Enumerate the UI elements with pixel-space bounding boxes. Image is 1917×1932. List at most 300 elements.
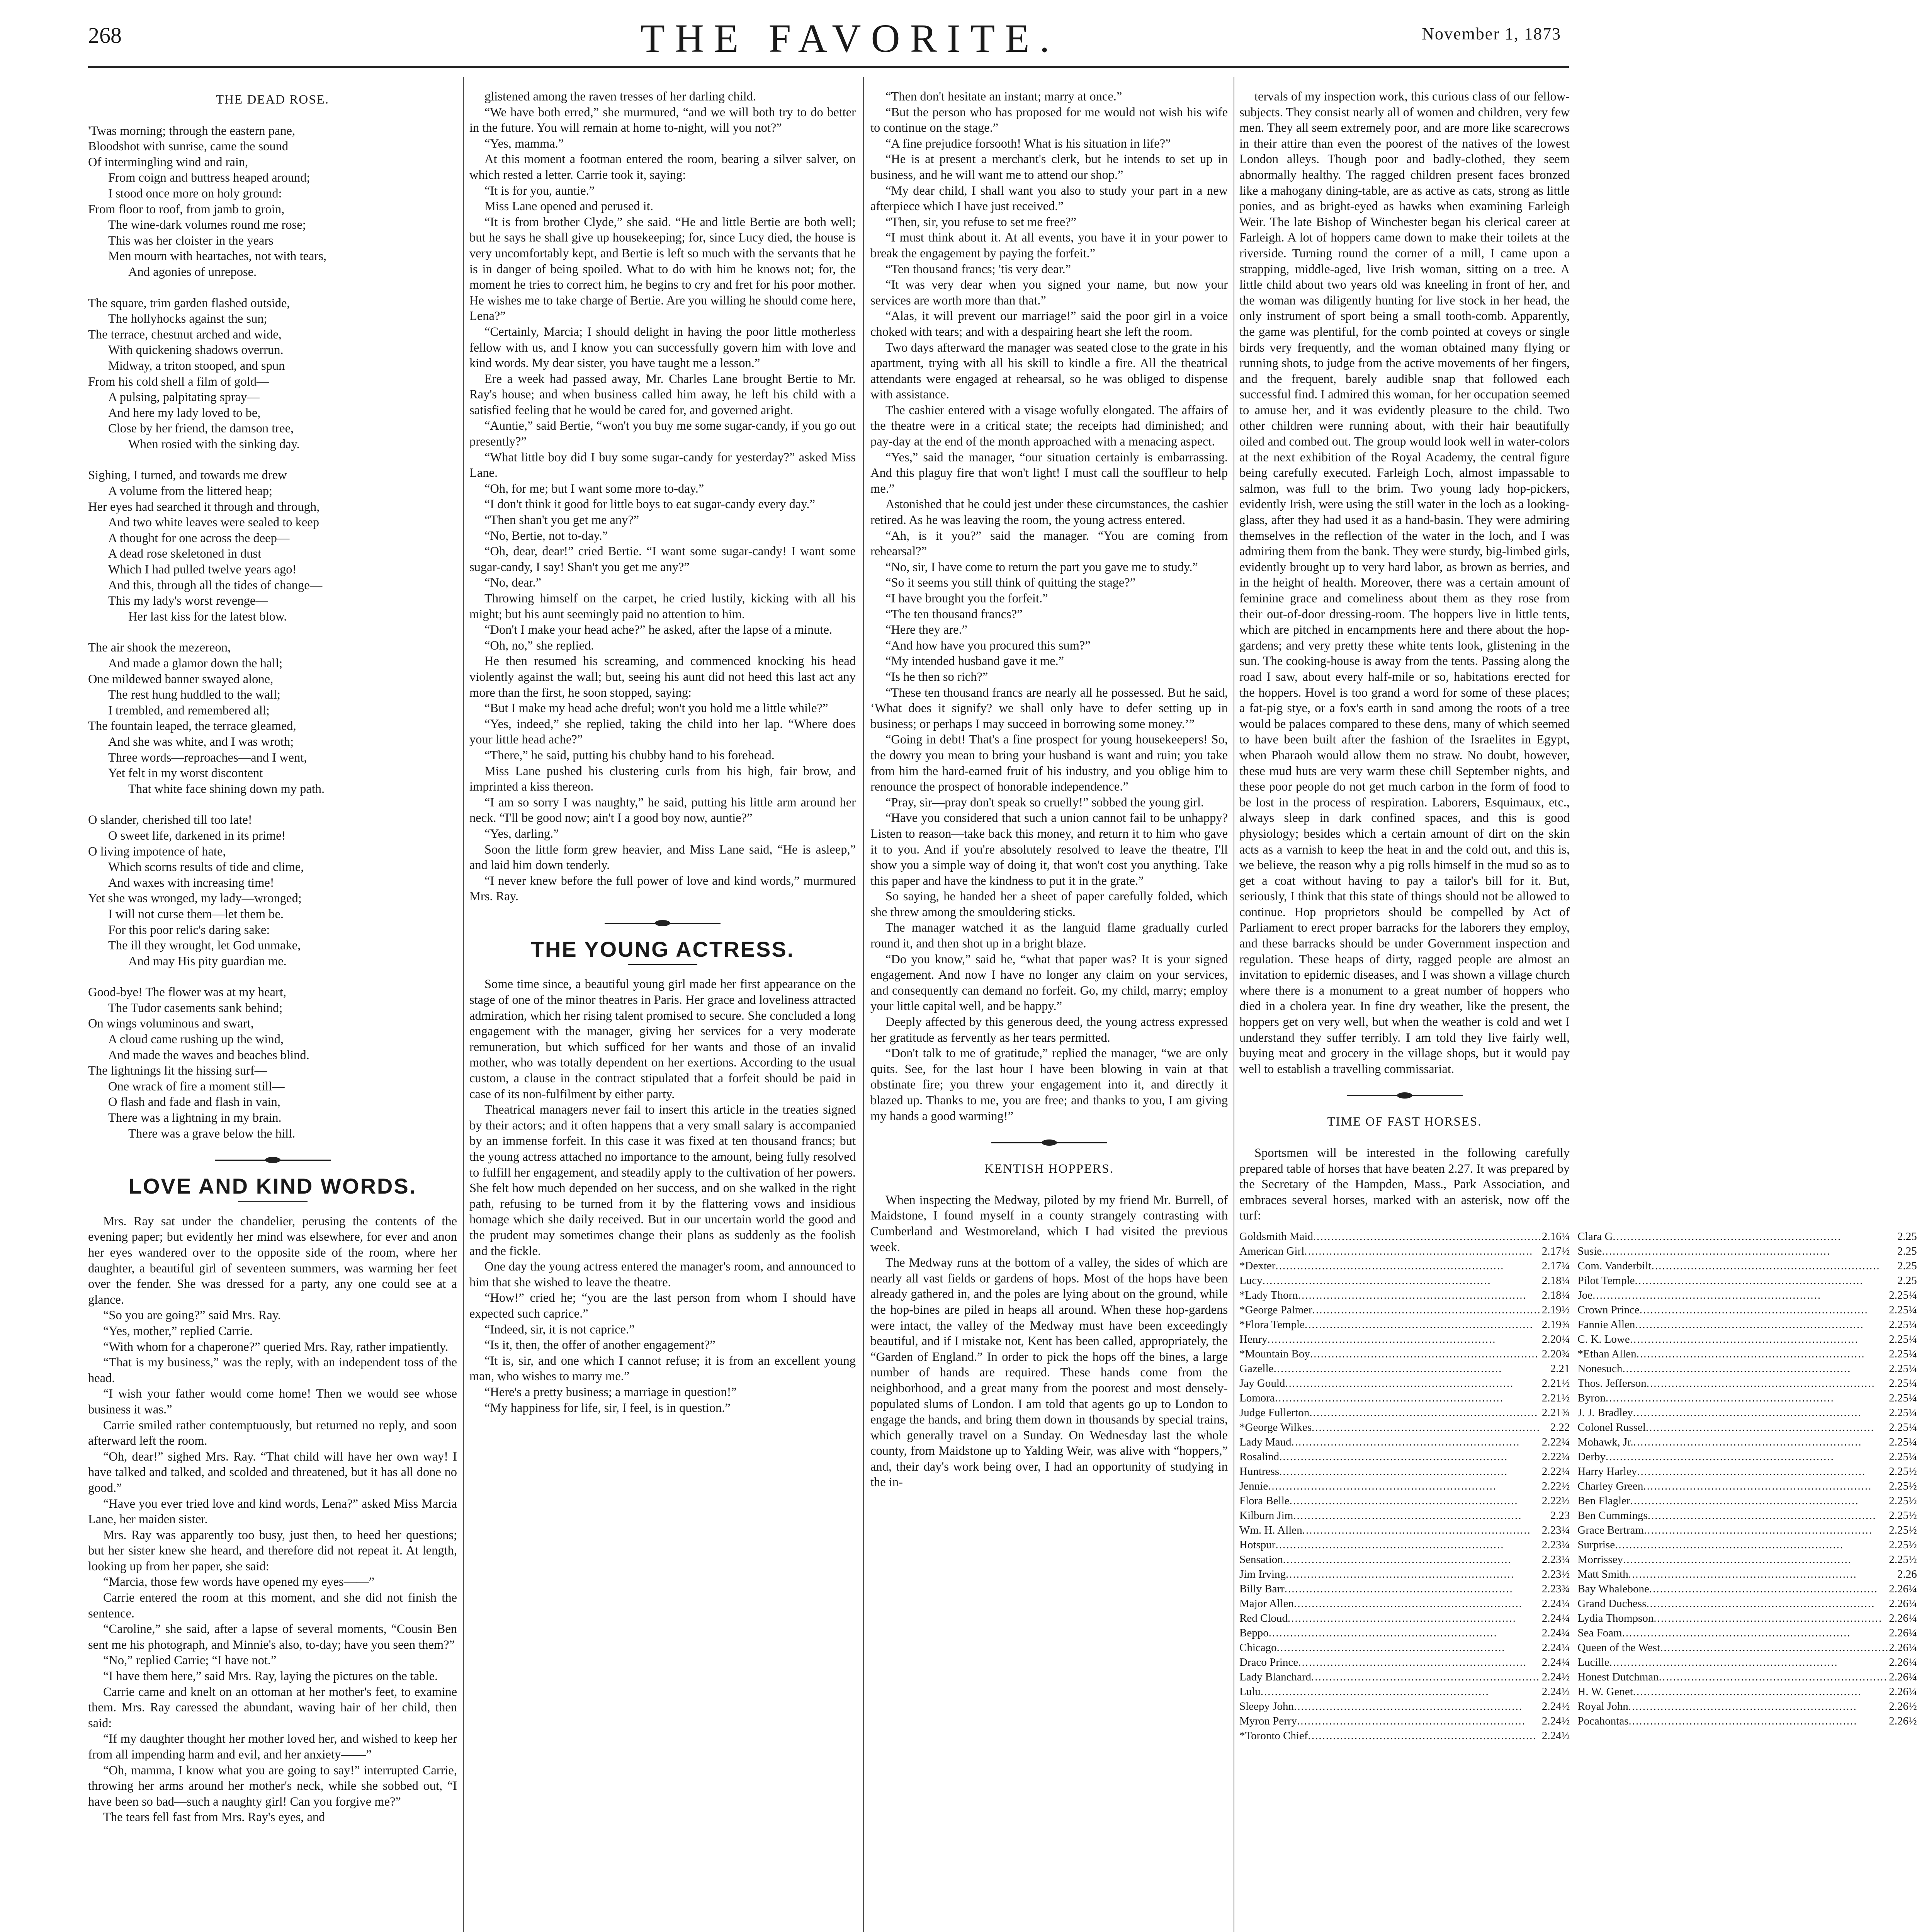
table-row — [1577, 1332, 1917, 1347]
paragraph: “Do you know,” said he, “what that paper was? It is your signed engagement. And now I have no longer any claim on your services, and consequently can demand no forfeit. Go, my child, marry; employ your little capital well, and be happy.” — [870, 952, 1228, 1014]
story-body — [88, 1214, 457, 1825]
horse-times-table — [1239, 1229, 1917, 1743]
paragraph: At this moment a footman entered the room, bearing a silver salver, on which rested a letter. Carrie took it, saying: — [469, 152, 856, 182]
paragraph: “Oh, dear!” sighed Mrs. Ray. “That child will have her own way! I have talked and talked, and scolded and threatened, but it has all done no good.” — [88, 1449, 457, 1495]
dot-leader — [1654, 1611, 1889, 1626]
horse-name: Draco Prince — [1239, 1656, 1298, 1668]
horse-name: *George Wilkes — [1239, 1421, 1312, 1434]
dot-leader — [1268, 1479, 1542, 1493]
paragraph: “Don't I make your head ache?” he asked, after the lapse of a minute. — [484, 623, 833, 637]
table-row — [1577, 1420, 1917, 1435]
table-row — [1577, 1435, 1917, 1449]
dot-leader — [1277, 1640, 1542, 1655]
dot-leader — [1622, 1361, 1889, 1376]
dot-leader — [1275, 1259, 1542, 1273]
horse-time: 2.25¼ — [1889, 1435, 1917, 1448]
story-body — [469, 976, 856, 1416]
table-row — [1577, 1670, 1917, 1684]
paragraph: “Yes, darling.” — [484, 827, 559, 841]
paragraph: “Going in debt! That's a fine prospect for young housekeepers! So, the dowry you mean to bring your husband is want and ruin; you take from him the hard-earned fruit of his industry, and you oblige him to renounce the prospect of honorable independence.” — [870, 733, 1228, 794]
table-row — [1239, 1714, 1570, 1728]
article-body — [870, 1192, 1228, 1490]
poem-line: Close by her friend, the damson tree, — [108, 422, 294, 436]
horse-name: Billy Barr — [1239, 1582, 1285, 1595]
table-row — [1239, 1347, 1570, 1361]
table-row — [1239, 1405, 1570, 1420]
dot-leader — [1635, 1317, 1889, 1332]
paragraph: tervals of my inspection work, this curious class of our fellow-subjects. They consist nearly all of women and children, very few men. They all seem extremely poor, and are more like scarecrows in their attire than even the poorest of the natives of the lowest London alleys. Though poor and badly-clothed, they seem abnormally healthy. The ragged children present faces bronzed like a mahogany dining-table, are as active as cats, strong as little ponies, and as bright-eyed as hawks when examining Farleigh Weir. The late Bishop of Winchester began his clerical career at Farleigh. A lot of hoppers came down to make their toilets at the riverside. Turning round the corner of a mill, I came upon a strapping, middle-aged, live Irish woman, sitting on a tree. A little child about two years old was kneeling in front of her, and the woman was diligently hunting for live stock in her head, the only instrument of sport being a small tooth-comb. Apparently, the game was plentiful, for the comb pointed at coveys or single birds very frequently, and the woman obtained many flying or running shots, to judge from the active movements of her fingers, and the frequent, barely audible snap that followed each successful find. I admired this woman, for her occupation seemed to amuse her, and it was evidently pleasure to the child. Two other children were running about, with their hair beautifully oiled and combed out. The group would look well in water-colors at the next exhibition of the Royal Academy, the central figure being carefully executed. Farleigh Loch, almost impassable to salmon, was full to the brim. Two young lady hop-pickers, evidently Irish, were using the still water in the loch as a looking-glass, after they had used it as a hand-basin. They were admiring themselves in the reflection of the water in the loch, and I was admiring them from the bank. They were sturdy, big-limbed girls, evidently brought up to very hard labor, as brown as berries, and in the height of health. Moreover, there was a certain amount of feminine grace and comeliness about them as they rose from their out-of-door dressing-room. The hoppers live in little tents, which are pitched in encampments here and there about the hop-gardens; and very pretty these white tents look, glistening in the sun. The cooking-house is away from the tents. Passing along the road I saw, about every half-mile or so, habitations erected for the hoppers. Hovel is too grand a word for some of these places; a fat-pig stye, or a fox's earth in sand among the roots of a tree would be palaces compared to these dens, many of which seemed to have been built after the fashion of the Israelites in Egypt, when Pharaoh would allow them no straw. No doubt, however, these mud huts are very warm these chill September nights, and these poor people do not get much carbon in the form of food to be lost in the process of respiration. Laborers, Esquimaux, etc., always sleep in dark confined spaces, and this is good physiology; besides which a certain amount of dirt on the skin acts as a varnish to keep the heat in and the cold out, and this is, we believe, the reason why a pig rolls himself in the mud so as to get a coat without having to pay a tailor's bill for it. But, seriously, I think that this state of things should not be allowed to continue. Hop proprietors should be compelled by Act of Parliament to erect proper barracks for the laborers they employ, and these barracks should be under Government inspection and regulation. These heaps of dirty, ragged people are almost an invitation to epidemic diseases, and I was shown a village church where there is a monument to a great number of hoppers who died in a cholera year. In fine dry weather, like the present, the hoppers get on very well, but when the weather is cold and wet I understand they suffer terribly. I am told they live fairly well, buying meat and grocery in the village shops, but it would pay well to establish a travelling commissariat. — [1239, 90, 1570, 1076]
paragraph: “My happiness for life, sir, I feel, is in question.” — [484, 1401, 731, 1415]
poem-line: For this poor relic's daring sake: — [108, 923, 270, 937]
paragraph: “I don't think it good for little boys to eat sugar-candy every day.” — [484, 497, 815, 512]
table-row — [1239, 1611, 1570, 1626]
poem-line: A pulsing, palpitating spray— — [108, 390, 260, 405]
poem-line: The square, trim garden flashed outside, — [88, 296, 290, 310]
poem-line: And here my lady loved to be, — [108, 406, 261, 420]
paragraph: “Yes, mother,” replied Carrie. — [103, 1324, 253, 1338]
dot-leader — [1311, 1670, 1542, 1684]
paragraph: Two days afterward the manager was seated close to the grate in his apartment, trying with all his skill to kindle a fire. All the theatrical attendants were engaged at rehearsal, so he was obliged to dispense with assistance. — [870, 340, 1228, 402]
dot-leader — [1261, 1684, 1542, 1699]
horse-name: Beppo — [1239, 1626, 1269, 1639]
paragraph: “It is, sir, and one which I cannot refuse; it is from an excellent young man, who wishes to marry me.” — [469, 1354, 856, 1384]
table-row — [1239, 1435, 1570, 1449]
paragraph: “How!” cried he; “you are the last person from whom I should have expected such caprice.” — [469, 1291, 856, 1321]
poem-line: And agonies of unrepose. — [128, 265, 257, 279]
paragraph: Some time since, a beautiful young girl made her first appearance on the stage of one of the minor theatres in Paris. Her grace and loveliness attracted admiration, which her rising talent promised to secure. She concluded a long engagement with the manager, giving her services for a very moderate remuneration, but which sufficed for her wants and those of an invalid mother, who was totally dependent on her exertions. According to the usual custom, a clause in the contract stipulated that a forfeit should be paid in case of its non-fulfilment by either party. — [469, 977, 856, 1101]
horse-time: 2.25½ — [1889, 1524, 1917, 1536]
horse-name: *Toronto Chief — [1239, 1729, 1308, 1742]
dot-leader — [1602, 1244, 1897, 1259]
horse-time: 2.25½ — [1889, 1480, 1917, 1492]
dot-leader — [1297, 1714, 1542, 1728]
horse-time: 2.22¼ — [1541, 1435, 1570, 1448]
paragraph: Ere a week had passed away, Mr. Charles Lane brought Bertie to Mr. Ray's house; and when business called him away, he left his child with a satisfied feeling that he would be cared for, and governed aright. — [469, 372, 856, 417]
horse-name: Red Cloud — [1239, 1612, 1288, 1624]
horse-time: 2.17½ — [1541, 1245, 1570, 1257]
dot-leader — [1292, 1435, 1542, 1449]
horse-time: 2.25¼ — [1889, 1347, 1917, 1360]
horse-time: 2.21¾ — [1541, 1406, 1570, 1419]
paragraph: “That is my business,” was the reply, with an independent toss of the head. — [88, 1355, 457, 1385]
table-row — [1577, 1229, 1917, 1244]
poem-line: Good-bye! The flower was at my heart, — [88, 985, 286, 1000]
poem-line: And may His pity guardian me. — [128, 954, 287, 968]
horse-name: Goldsmith Maid — [1239, 1230, 1313, 1243]
dot-leader — [1313, 1229, 1542, 1244]
horse-name: C. K. Lowe — [1577, 1333, 1630, 1345]
header-rule — [88, 66, 1569, 68]
horse-time: 2.25 — [1897, 1259, 1917, 1272]
dot-leader — [1310, 1347, 1542, 1361]
horse-time: 2.24¼ — [1541, 1656, 1570, 1668]
horse-time: 2.26¼ — [1889, 1626, 1917, 1639]
dot-leader — [1635, 1273, 1897, 1288]
horse-name: Gazelle — [1239, 1362, 1274, 1375]
dot-leader — [1643, 1479, 1889, 1493]
table-row — [1577, 1684, 1917, 1699]
poem-line: The wine-dark volumes round me rose; — [108, 218, 306, 232]
horse-name: Byron — [1577, 1391, 1606, 1404]
horse-name: Matt Smith — [1577, 1568, 1628, 1580]
horse-time: 2.23¼ — [1541, 1538, 1570, 1551]
story-title: LOVE AND KIND WORDS. — [128, 1174, 417, 1199]
masthead: THE FAVORITE. — [640, 16, 1060, 61]
poem-line: Three words—reproaches—and I went, — [108, 750, 307, 765]
horse-time: 2.26 — [1897, 1568, 1917, 1580]
table-row — [1577, 1391, 1917, 1405]
horse-name: Harry Harley — [1577, 1465, 1637, 1478]
dot-leader — [1637, 1464, 1889, 1479]
poem-line: O sweet life, darkened in its prime! — [108, 828, 286, 843]
horse-time: 2.24½ — [1541, 1714, 1570, 1727]
horse-time: 2.24¼ — [1541, 1612, 1570, 1624]
horse-name: Joe — [1577, 1289, 1593, 1301]
horse-name: American Girl — [1239, 1245, 1305, 1257]
table-row — [1577, 1640, 1917, 1655]
horse-name: J. J. Bradley — [1577, 1406, 1633, 1419]
story-continued — [870, 89, 1228, 1124]
poem-line: This was her cloister in the years — [108, 233, 274, 248]
dot-leader — [1633, 1684, 1889, 1699]
table-row — [1239, 1655, 1570, 1670]
horse-name: Sleepy John — [1239, 1700, 1294, 1713]
dot-leader — [1623, 1552, 1889, 1567]
poem-line: That white face shining down my path. — [128, 782, 325, 796]
paragraph: “Yes,” said the manager, “our situation certainly is embarrassing. And this plaguy fire that won't light! I must call the souffleur to help me.” — [870, 450, 1228, 496]
poem-line: Yet felt in my worst discontent — [108, 766, 263, 781]
table-row — [1577, 1537, 1917, 1552]
table-row — [1577, 1259, 1917, 1273]
table-row — [1239, 1376, 1570, 1391]
dot-leader — [1298, 1288, 1542, 1303]
poem-line: Of intermingling wind and rain, — [88, 155, 248, 169]
paragraph: “Indeed, sir, it is not caprice.” — [484, 1322, 635, 1337]
poem-line: And waxes with increasing time! — [108, 876, 274, 890]
paragraph: “No,” replied Carrie; “I have not.” — [103, 1653, 277, 1668]
table-row — [1577, 1347, 1917, 1361]
paragraph: “No, Bertie, not to-day.” — [484, 529, 608, 543]
paragraph: “No, sir, I have come to return the part you gave me to study.” — [885, 560, 1198, 574]
horse-name: Lucille — [1577, 1656, 1609, 1668]
horse-name: *George Palmer — [1239, 1303, 1312, 1316]
dot-leader — [1269, 1626, 1542, 1640]
table-row — [1577, 1464, 1917, 1479]
horse-name: *Flora Temple — [1239, 1318, 1305, 1331]
paragraph: “Is it, then, the offer of another engagement?” — [484, 1338, 715, 1352]
table-row — [1239, 1670, 1570, 1684]
paragraph: He then resumed his screaming, and commenced knocking his head violently against the wall; but, seeing his aunt did not heed this last act any more than the first, he soon stopped, saying: — [469, 654, 856, 700]
paragraph: “Yes, indeed,” she replied, taking the child into her lap. “Where does your little head ache?” — [469, 717, 856, 747]
paragraph: “It was very dear when you signed your name, but now your services are worth more than that.” — [870, 278, 1228, 308]
paragraph: Deeply affected by this generous deed, the young actress expressed her gratitude as fervently as her tears permitted. — [870, 1015, 1228, 1045]
horse-name: Lydia Thompson — [1577, 1612, 1654, 1624]
paragraph: “And how have you procured this sum?” — [885, 638, 1091, 653]
poem-line: The air shook the mezereon, — [88, 641, 231, 655]
table-row — [1577, 1567, 1917, 1582]
horse-name: Fannie Allen — [1577, 1318, 1635, 1331]
poem-line: And made the waves and beaches blind. — [108, 1048, 309, 1062]
poem-line: One mildewed banner swayed alone, — [88, 672, 274, 686]
table-row — [1239, 1449, 1570, 1464]
horse-name: Bay Whalebone — [1577, 1582, 1649, 1595]
paragraph: Soon the little form grew heavier, and Miss Lane said, “He is asleep,” and laid him down tenderly. — [469, 842, 856, 872]
dot-leader — [1640, 1303, 1889, 1317]
table-row — [1239, 1303, 1570, 1317]
paragraph: “If my daughter thought her mother loved her, and wished to keep her from all impending harm and evil, and her anxiety——” — [88, 1732, 457, 1762]
dot-leader — [1285, 1582, 1542, 1596]
section-divider — [1347, 1092, 1463, 1099]
column-rule — [863, 77, 864, 1932]
horse-time: 2.25¼ — [1889, 1318, 1917, 1331]
horse-name: H. W. Genet — [1577, 1685, 1633, 1698]
paragraph: Carrie came and knelt on an ottoman at her mother's feet, to examine them. Mrs. Ray caressed the abundant, waving hair of her child, then said: — [88, 1685, 457, 1730]
table-row — [1239, 1596, 1570, 1611]
horse-name: Jim Irving — [1239, 1568, 1286, 1580]
dot-leader — [1630, 1493, 1889, 1508]
paragraph: “The ten thousand francs?” — [885, 607, 1023, 621]
paragraph: “Ah, is it you?” said the manager. “You are coming from rehearsal?” — [870, 529, 1228, 559]
paragraph: Theatrical managers never fail to insert this article in the treaties signed by their actors; and it often happens that a very small salary is accompanied by an immense forfeit. In this case it was fixed at ten thousand francs; but the young actress attached no importance to the amount, being fully resolved to fulfill her engagement, and steadily apply to the cultivation of her powers. She felt how much depended on her success, and on she walked in the right path, refusing to be turned from it by the flattering vows and insidious homage which she daily received. But in our uncertain world the good and the prudent may sometimes change their plans as suddenly as the foolish and the fickle. — [469, 1103, 856, 1258]
paragraph: “My dear child, I shall want you also to study your part in a new afterpiece which I have just received.” — [870, 184, 1228, 214]
horse-time: 2.25¼ — [1889, 1406, 1917, 1419]
paragraph: “But I make my head ache dreful; won't you hold me a little while?” — [484, 701, 828, 716]
poem-title: THE DEAD ROSE. — [216, 93, 329, 107]
horse-time: 2.26½ — [1889, 1714, 1917, 1727]
horse-time: 2.25½ — [1889, 1538, 1917, 1551]
table-row — [1239, 1552, 1570, 1567]
poem-line: The lightnings lit the hissing surf— — [88, 1064, 267, 1078]
poem-stanza — [88, 640, 457, 797]
horse-time: 2.22¼ — [1541, 1450, 1570, 1463]
dot-leader — [1288, 1611, 1542, 1626]
horse-name: Pilot Temple — [1577, 1274, 1635, 1287]
horse-name: *Dexter — [1239, 1259, 1276, 1272]
dot-leader — [1275, 1391, 1542, 1405]
table-row — [1577, 1626, 1917, 1640]
horse-time: 2.24½ — [1541, 1700, 1570, 1713]
paragraph: Mrs. Ray sat under the chandelier, perusing the contents of the evening paper; but evidently her mind was elsewhere, for ever and anon her eyes wandered over to the opposite side of the room, where her daughter, a beautiful girl of seventeen summers, was warming her feet over the fender. She was dressed for a party, any one could see at a glance. — [88, 1214, 457, 1307]
dot-leader — [1644, 1523, 1889, 1537]
paragraph: “I am so sorry I was naughty,” he said, putting his little arm around her neck. “I'll be good now; ain't I a good boy now, auntie?” — [469, 795, 856, 825]
paragraph: “A fine prejudice forsooth! What is his situation in life?” — [885, 136, 1171, 151]
table-row — [1577, 1508, 1917, 1523]
table-row — [1239, 1479, 1570, 1493]
table-row — [1577, 1493, 1917, 1508]
paragraph: “So you are going?” said Mrs. Ray. — [103, 1308, 281, 1323]
poem-line: One wrack of fire a moment still— — [108, 1079, 285, 1094]
table-row — [1239, 1288, 1570, 1303]
horse-time: 2.26¼ — [1889, 1582, 1917, 1595]
dot-leader — [1298, 1655, 1542, 1670]
dot-leader — [1660, 1640, 1889, 1655]
horse-name: *Lady Thorn — [1239, 1289, 1298, 1301]
paragraph: “Have you considered that such a union cannot fail to be unhappy? Listen to reason—take back this money, and return it to him who gave it to you. And if you're absolutely resolved to leave the theatre, I'll show you a simple way of doing it, that won't cost you anything. Take this paper and have the kindness to put it in the grate.” — [870, 811, 1228, 888]
table-row — [1239, 1391, 1570, 1405]
paragraph: “But the person who has proposed for me would not wish his wife to continue on the stage.” — [870, 105, 1228, 135]
column-3 — [870, 89, 1228, 1490]
table-row — [1239, 1537, 1570, 1552]
page-number: 268 — [88, 23, 122, 48]
dot-leader — [1279, 1464, 1542, 1479]
poem-stanza — [88, 123, 457, 280]
horse-name: Charley Green — [1577, 1480, 1643, 1492]
horse-time: 2.18¼ — [1541, 1274, 1570, 1287]
dot-leader — [1305, 1317, 1542, 1332]
horse-time: 2.19¾ — [1541, 1318, 1570, 1331]
dot-leader — [1615, 1537, 1889, 1552]
horse-time: 2.26½ — [1889, 1700, 1917, 1713]
dot-leader — [1609, 1655, 1889, 1670]
horse-name: Myron Perry — [1239, 1714, 1297, 1727]
poem-stanza — [88, 985, 457, 1141]
poem-line: And this, through all the tides of change— — [108, 578, 323, 592]
poem-line: O living impotence of hate, — [88, 844, 226, 859]
dot-leader — [1263, 1273, 1542, 1288]
table-row — [1239, 1523, 1570, 1537]
table-row — [1239, 1273, 1570, 1288]
paragraph: The Medway runs at the bottom of a valley, the sides of which are nearly all vast fields or gardens of hops. Most of the hops have been already gathered in, and the poles are lying about on the ground, while the hop-bines are piled in heaps all around. When these hop-gardens were intact, the valley of the Medway must have been exceedingly beautiful, and if I mistake not, Kent has been called, appropriately, the “Garden of England.” In order to pick the hops off the bines, a large number of hands are required. These hands come from the neighborhood, and a great many from the poorest and most densely-populated slums of London. I am told that agents go up to London to engage the hands, and bring them down in thousands by special trains, which generally travel on a Sunday. On Wednesday last the whole county, from Maidstone up to Yalding Weir, was alive with “hoppers,” and, their day's work being over, I had an opportunity of studying in the in- — [870, 1256, 1228, 1490]
horse-name: Morrissey — [1577, 1553, 1623, 1566]
horse-name: Huntress — [1239, 1465, 1280, 1478]
poem-line: Which I had pulled twelve years ago! — [108, 563, 297, 577]
table-row — [1239, 1626, 1570, 1640]
paragraph: “Is he then so rich?” — [885, 670, 988, 684]
dot-leader — [1649, 1582, 1889, 1596]
table-row — [1239, 1640, 1570, 1655]
horse-time: 2.24¼ — [1541, 1597, 1570, 1610]
paragraph: “My intended husband gave it me.” — [885, 654, 1064, 668]
horse-name: *Mountain Boy — [1239, 1347, 1310, 1360]
dot-leader — [1606, 1391, 1889, 1405]
paragraph: “Marcia, those few words have opened my eyes——” — [103, 1575, 375, 1589]
dot-leader — [1652, 1259, 1897, 1273]
dot-leader — [1637, 1347, 1889, 1361]
horse-time: 2.25¼ — [1889, 1421, 1917, 1434]
poem-line: A cloud came rushing up the wind, — [108, 1032, 284, 1047]
poem-line: Sighing, I turned, and towards me drew — [88, 468, 287, 483]
paragraph: “I have them here,” said Mrs. Ray, laying the pictures on the table. — [103, 1669, 438, 1684]
dot-leader — [1633, 1435, 1889, 1449]
dot-leader — [1304, 1244, 1542, 1259]
paragraph: “Caroline,” she said, after a lapse of several moments, “Cousin Ben sent me his photograph, and Minnie's also, to-day; have you seen them?” — [88, 1622, 457, 1652]
table-row — [1577, 1596, 1917, 1611]
horse-time: 2.25¼ — [1889, 1377, 1917, 1389]
paragraph: “Have you ever tried love and kind words, Lena?” asked Miss Marcia Lane, her maiden sister. — [88, 1497, 457, 1527]
horse-name: Ben Cummings — [1577, 1509, 1648, 1522]
horse-time: 2.26¼ — [1889, 1612, 1917, 1624]
horse-name: Wm. H. Allen — [1239, 1524, 1302, 1536]
table-row — [1239, 1244, 1570, 1259]
horse-name: Jennie — [1239, 1480, 1268, 1492]
poem-line: There was a grave below the hill. — [128, 1126, 296, 1141]
paragraph: “Pray, sir—pray don't speak so cruelly!” sobbed the young girl. — [885, 795, 1204, 810]
table-row — [1239, 1582, 1570, 1596]
horse-time: 2.18¼ — [1541, 1289, 1570, 1301]
article-title: KENTISH HOPPERS. — [984, 1162, 1114, 1176]
horse-time: 2.24½ — [1541, 1670, 1570, 1683]
horse-name: Lucy — [1239, 1274, 1263, 1287]
paragraph: “These ten thousand francs are nearly all he possessed. But he said, ‘What does it signify? we shall only have to defer setting up in business; or perhaps I may succeed in borrowing some money.’” — [870, 685, 1228, 731]
poem-body — [88, 123, 457, 1142]
table-row — [1239, 1259, 1570, 1273]
paragraph: “Yes, mamma.” — [484, 136, 564, 151]
paragraph: “I have brought you the forfeit.” — [885, 592, 1048, 605]
poem-line: I trembled, and remembered all; — [108, 703, 270, 718]
dot-leader — [1274, 1361, 1550, 1376]
poem-line: Bloodshot with sunrise, came the sound — [88, 139, 289, 154]
horse-time: 2.25¼ — [1889, 1450, 1917, 1463]
dot-leader — [1592, 1288, 1889, 1303]
poem-line: And two white leaves were sealed to keep — [108, 515, 319, 530]
horse-time: 2.25 — [1897, 1274, 1917, 1287]
poem-line: With quickening shadows overrun. — [108, 343, 284, 357]
table-row — [1577, 1449, 1917, 1464]
dot-leader — [1309, 1405, 1542, 1420]
paragraph: “With whom for a chaperone?” queried Mrs. Ray, rather impatiently. — [103, 1340, 449, 1354]
horse-name: Mohawk, Jr. — [1577, 1435, 1633, 1448]
horse-name: Derby — [1577, 1450, 1606, 1463]
dot-leader — [1293, 1508, 1550, 1523]
paragraph: When inspecting the Medway, piloted by my friend Mr. Burrell, of Maidstone, I found myself in a county strangely contrasting with Cumberland and Westmoreland, which I had visited the previous week. — [870, 1193, 1228, 1254]
horse-time: 2.25 — [1897, 1245, 1917, 1257]
horse-time: 2.20¼ — [1541, 1333, 1570, 1345]
horse-name: Royal John — [1577, 1700, 1628, 1713]
horse-name: *Ethan Allen — [1577, 1347, 1637, 1360]
section-divider — [215, 1157, 331, 1163]
paragraph: “Then shan't you get me any?” — [484, 513, 639, 527]
poem-line: The fountain leaped, the terrace gleamed, — [88, 719, 296, 733]
story-title: THE YOUNG ACTRESS. — [530, 937, 795, 961]
horse-name: Honest Dutchman — [1577, 1670, 1659, 1683]
dot-leader — [1302, 1523, 1542, 1537]
horse-time: 2.23½ — [1541, 1568, 1570, 1580]
horse-name: Grand Duchess — [1577, 1597, 1647, 1610]
paragraph: “Here they are.” — [885, 623, 967, 637]
paragraph: “I wish your father would come home! Then we would see whose business it was.” — [88, 1387, 457, 1417]
horse-time: 2.17¼ — [1541, 1259, 1570, 1272]
paragraph: Miss Lane pushed his clustering curls from his high, fair brow, and imprinted a kiss thereon. — [469, 764, 856, 794]
paragraph: One day the young actress entered the manager's room, and announced to him that she wished to leave the theatre. — [469, 1260, 856, 1289]
article-continued — [1239, 89, 1570, 1077]
horse-time: 2.24½ — [1541, 1729, 1570, 1742]
horse-name: Nonesuch — [1577, 1362, 1623, 1375]
paragraph: “I must think about it. At all events, you have it in your power to break the engagement by paying the forfeit.” — [870, 231, 1228, 260]
poem-line: Yet she was wronged, my lady—wronged; — [88, 891, 302, 906]
horse-time: 2.22 — [1550, 1421, 1570, 1434]
paragraph: Miss Lane opened and perused it. — [484, 199, 653, 214]
paragraph: “Auntie,” said Bertie, “won't you buy me some sugar-candy, if you go out presently?” — [469, 419, 856, 449]
dot-leader — [1285, 1376, 1542, 1391]
dot-leader — [1647, 1376, 1889, 1391]
table-row — [1577, 1288, 1917, 1303]
poem-line: The hollyhocks against the sun; — [108, 312, 267, 326]
poem-line: The ill they wrought, let God unmake, — [108, 939, 301, 953]
poem-line: This my lady's worst revenge— — [108, 594, 268, 608]
title-rule — [238, 1201, 308, 1202]
dot-leader — [1275, 1537, 1541, 1552]
horse-name: Lady Maud — [1239, 1435, 1292, 1448]
column-rule — [463, 77, 464, 1932]
section-divider — [605, 920, 721, 926]
poem-line: From floor to roof, from jamb to groin, — [88, 202, 285, 216]
paragraph: The manager watched it as the languid flame gradually curled round it, and then shot up in a bright blaze. — [870, 921, 1228, 951]
poem-line: I will not curse them—let them be. — [108, 907, 284, 921]
horse-time: 2.26¼ — [1889, 1685, 1917, 1698]
horse-time: 2.25½ — [1889, 1494, 1917, 1507]
horse-time: 2.22¼ — [1541, 1465, 1570, 1478]
table-row — [1239, 1508, 1570, 1523]
